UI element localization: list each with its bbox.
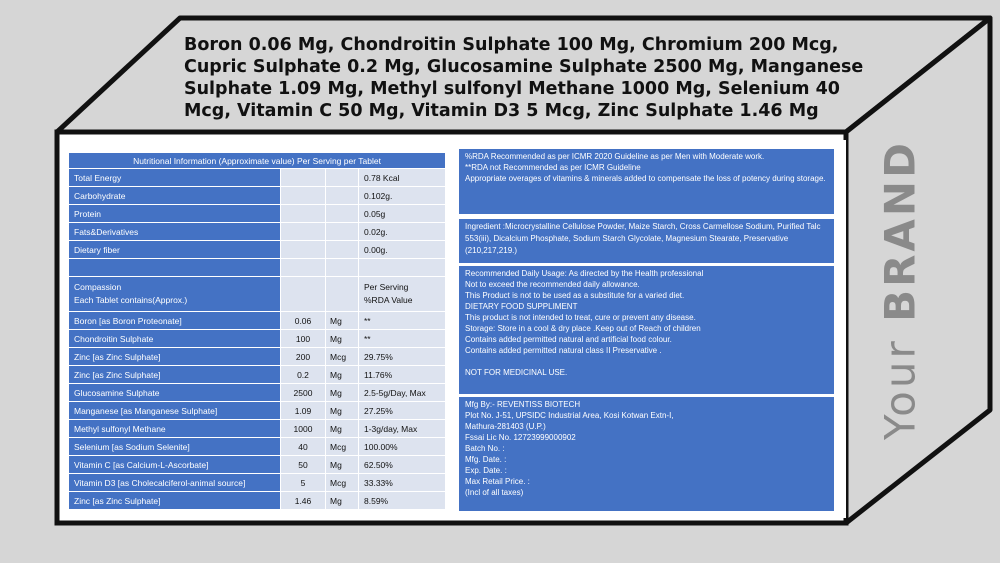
usage-line: Contains added permitted natural and artificial food colour. [465,335,672,344]
usage-line: DIETARY FOOD SUPPLIMENT [465,302,578,311]
table-row [69,223,446,241]
table-row [69,312,446,330]
mfg-line: Fssai Lic No. 12723999000902 [465,433,576,442]
table-row [69,348,446,366]
ingredient-unit: Mcg [326,438,359,456]
not-medicinal-text: NOT FOR MEDICINAL USE. [465,368,568,377]
usage-line: This product is not intended to treat, cure or prevent any disease. [465,313,696,322]
table-row [69,330,446,348]
row-label: Total Energy [69,169,281,187]
per-serving-header: Per Serving [364,282,409,292]
mfg-line: Mathura-281403 (U.P.) [465,422,546,431]
brand-word: BRAND [875,140,925,322]
ingredient-qty: 0.06 [281,312,326,330]
table-row [69,384,446,402]
table-row [69,241,446,259]
mfg-line: Mfg By:- REVENTISS BIOTECH [465,400,581,409]
table-row [69,456,446,474]
ingredient-qty: 2500 [281,384,326,402]
table-row [69,420,446,438]
mfg-line: Batch No. : [465,444,505,453]
ingredient-rda: 62.50% [359,456,446,474]
mfg-line: Max Retail Price. : [465,477,530,486]
ingredient-name: Zinc [as Zinc Sulphate] [69,348,281,366]
composition-header-row [69,277,446,312]
usage-line: This Product is not to be used as a substitute for a varied diet. [465,291,685,300]
ingredient-name: Glucosamine Sulphate [69,384,281,402]
row-value: 0.05g [359,205,446,223]
ingredient-qty: 5 [281,474,326,492]
ingredient-panel [459,219,834,263]
ingredient-name: Boron [as Boron Proteonate] [69,312,281,330]
row-value: 0.02g. [359,223,446,241]
nutrition-title: Nutritional Information (Approximate value) Per Serving per Tablet [69,153,446,169]
ingredient-unit: Mg [326,330,359,348]
ingredient-unit: Mcg [326,474,359,492]
rda-header: %RDA Value [364,295,413,305]
ingredient-rda: ** [359,312,446,330]
manufacturer-panel [459,397,834,511]
ingredient-qty: 100 [281,330,326,348]
table-row [69,474,446,492]
ingredient-unit: Mg [326,402,359,420]
ingredient-rda: 2.5-5g/Day, Max [359,384,446,402]
rda-note-line: **RDA not Recommended as per ICMR Guideline [465,163,641,172]
rda-note-line: %RDA Recommended as per ICMR 2020 Guideline as per Men with Moderate work. [465,152,765,161]
ingredient-rda: 29.75% [359,348,446,366]
ingredient-unit: Mcg [326,348,359,366]
ingredient-unit: Mg [326,420,359,438]
product-composition-headline: Boron 0.06 Mg, Chondroitin Sulphate 100 Mg, Chromium 200 Mcg, Cupric Sulphate 0.2 Mg, Glucosamine Sulphate 2500 Mg, Manganese Sulphate 1.09 Mg, Methyl sulfonyl Methane 1000 Mg, Selenium 40 Mcg, Vitamin C 50 Mg, Vitamin D3 5 Mcg, Zinc Sulphate 1.46 Mg [184,35,864,121]
ingredient-rda: 11.76% [359,366,446,384]
table-row [69,402,446,420]
ingredient-name: Vitamin C [as Calcium-L-Ascorbate] [69,456,281,474]
ingredient-rda: 8.59% [359,492,446,510]
row-label: Fats&Derivatives [69,223,281,241]
ingredient-qty: 0.2 [281,366,326,384]
row-value: 0.78 Kcal [359,169,446,187]
ingredient-qty: 1.09 [281,402,326,420]
ingredient-rda: 27.25% [359,402,446,420]
usage-line: Contains added permitted natural class II Preservative . [465,346,662,355]
table-row [69,438,446,456]
mfg-line: Mfg. Date. : [465,455,507,464]
ingredient-qty: 50 [281,456,326,474]
ingredient-rda: ** [359,330,446,348]
ingredient-rda: 1-3g/day, Max [359,420,446,438]
ingredient-unit: Mg [326,366,359,384]
table-row [69,187,446,205]
ingredient-rda: 100.00% [359,438,446,456]
table-row [69,205,446,223]
row-value: 0.102g. [359,187,446,205]
row-label: Protein [69,205,281,223]
usage-panel [459,266,834,394]
composition-label: Compassion [74,282,122,292]
usage-line: Not to exceed the recommended daily allowance. [465,280,640,289]
spacer-row [69,259,446,277]
ingredient-qty: 40 [281,438,326,456]
usage-line: Recommended Daily Usage: As directed by the Health professional [465,269,704,278]
mfg-line: Exp. Date. : [465,466,507,475]
rda-note-panel [459,149,834,214]
ingredient-rda: 33.33% [359,474,446,492]
each-tablet-label: Each Tablet contains(Approx.) [74,295,188,305]
label-front [60,140,846,518]
ingredient-unit: Mg [326,384,359,402]
row-label: Dietary fiber [69,241,281,259]
row-value: 0.00g. [359,241,446,259]
ingredient-name: Methyl sulfonyl Methane [69,420,281,438]
ingredient-qty: 1000 [281,420,326,438]
rda-note-line: Appropriate overages of vitamins & minerals added to compensate the loss of potency during storage. [465,174,826,183]
mfg-line: (Incl of all taxes) [465,488,524,497]
ingredient-name: Selenium [as Sodium Selenite] [69,438,281,456]
your-brand-text [876,140,925,440]
ingredient-name: Vitamin D3 [as Cholecalciferol-animal source] [69,474,281,492]
ingredient-name: Manganese [as Manganese Sulphate] [69,402,281,420]
ingredient-name: Zinc [as Zinc Sulphate] [69,366,281,384]
ingredient-name: Chondroitin Sulphate [69,330,281,348]
ingredient-text: Ingredient :Microcrystalline Cellulose Powder, Maize Starch, Cross Carmellose Sodium, Purified Talc 553(iii), Dicalcium Phosphate, Sodium Starch Glycolate, Magnesium Stearate, Preservative (210,217,219.) [465,222,821,255]
ingredient-name: Zinc [as Zinc Sulphate] [69,492,281,510]
usage-line: Storage: Store in a cool & dry place .Keep out of Reach of children [465,324,701,333]
brand-your: Your [875,338,925,440]
table-row [69,169,446,187]
table-row [69,492,446,510]
mfg-line: Plot No. J-51, UPSIDC Industrial Area, Kosi Kotwan Extn-I, [465,411,674,420]
ingredient-unit: Mg [326,312,359,330]
ingredient-qty: 1.46 [281,492,326,510]
table-row [69,366,446,384]
nutrition-table [68,152,446,510]
ingredient-unit: Mg [326,456,359,474]
ingredient-qty: 200 [281,348,326,366]
ingredient-unit: Mg [326,492,359,510]
row-label: Carbohydrate [69,187,281,205]
